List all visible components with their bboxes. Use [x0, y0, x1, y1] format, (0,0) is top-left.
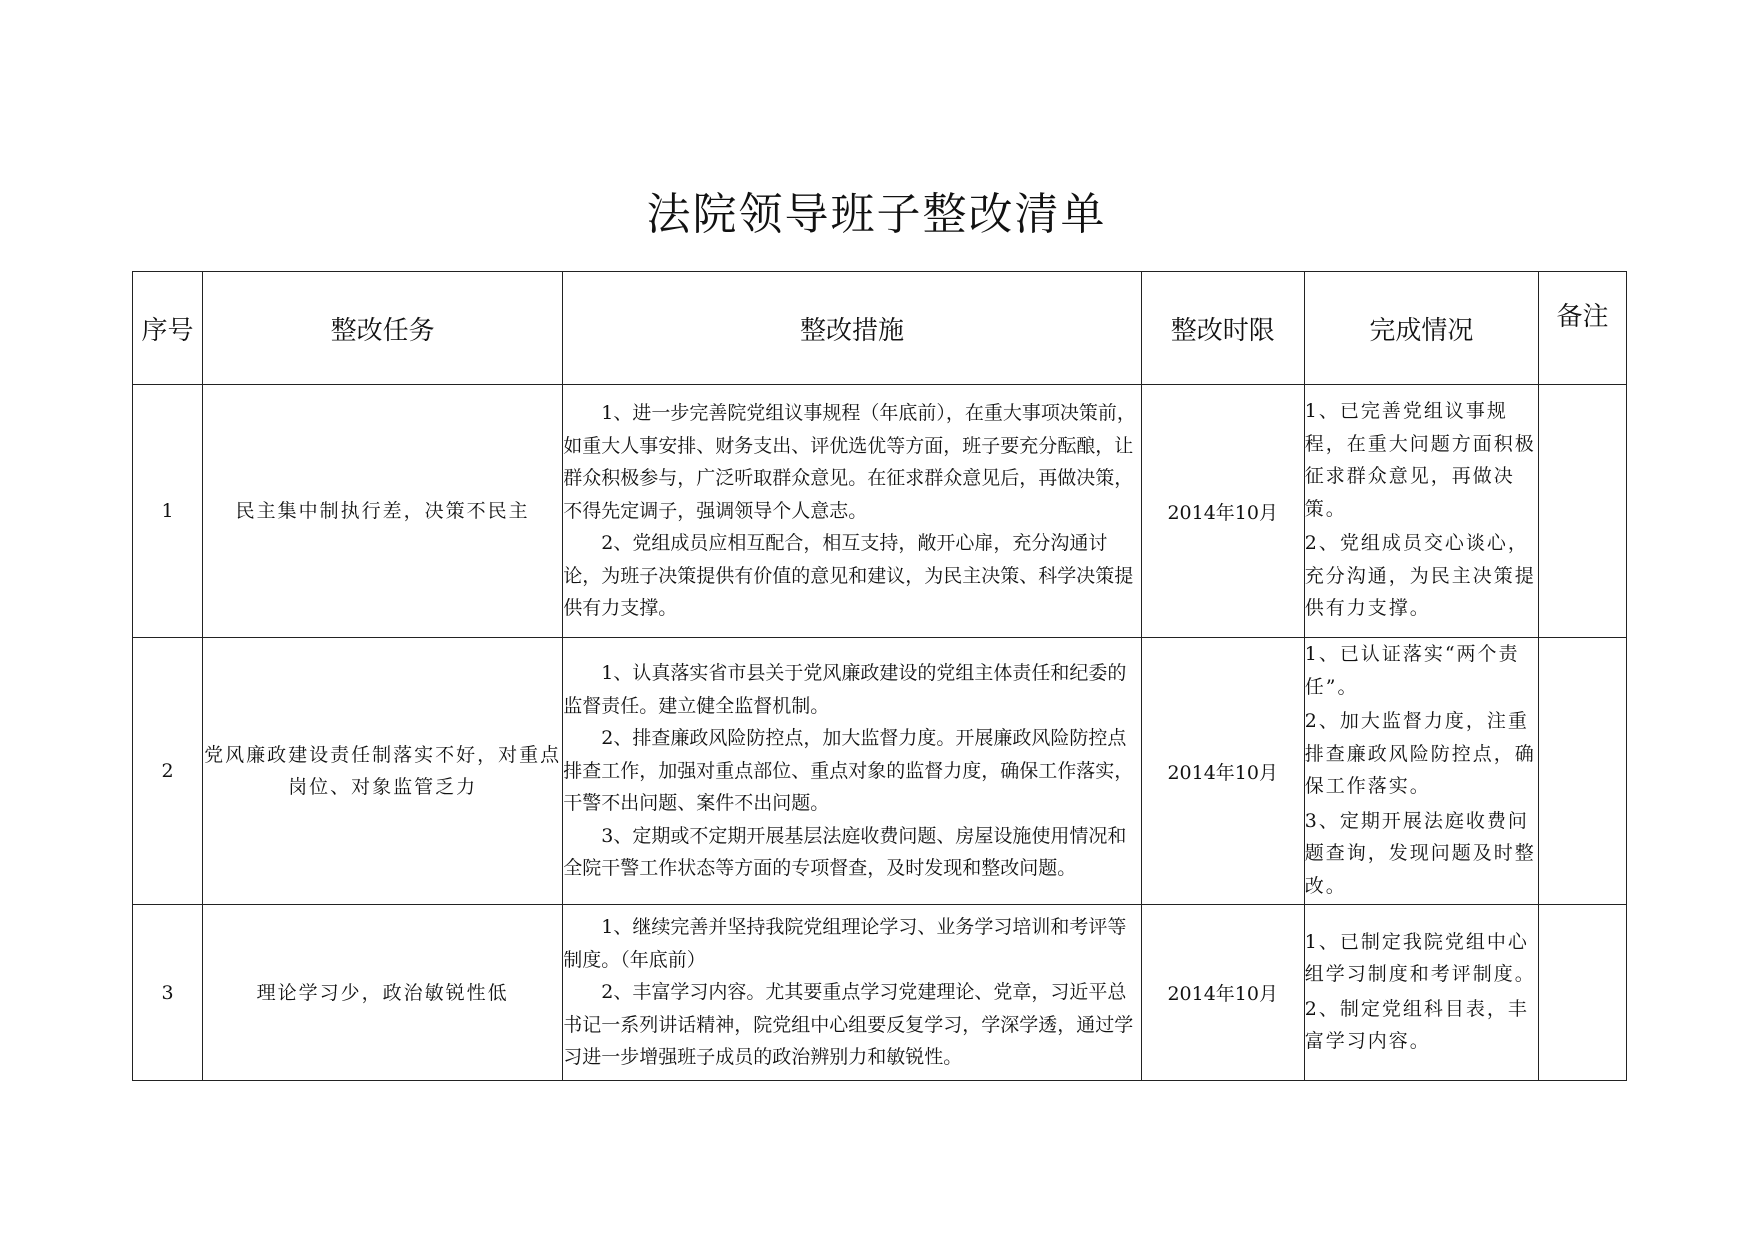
row-status	[1304, 638, 1538, 905]
status-item: 1、已制定我院党组中心组学习制度和考评制度。	[1304, 930, 1536, 985]
status-item: 2、加大监督力度，注重排查廉政风险防控点，确保工作落实。	[1304, 710, 1536, 797]
row-number: 2	[133, 638, 203, 905]
table-row	[133, 638, 1627, 905]
header-note: 备注	[1538, 272, 1626, 385]
measure-item: 3、定期或不定期开展基层法庭收费问题、房屋设施使用情况和全院干警工作状态等方面的专项督查，及时发现和整改问题。	[563, 824, 1127, 880]
row-deadline: 2014年10月	[1141, 905, 1304, 1081]
header-status: 完成情况	[1304, 272, 1538, 385]
row-deadline: 2014年10月	[1141, 638, 1304, 905]
row-deadline: 2014年10月	[1141, 385, 1304, 638]
measure-item: 1、继续完善并坚持我院党组理论学习、业务学习培训和考评等制度。（年底前）	[563, 916, 1127, 971]
row-note	[1538, 638, 1626, 905]
row-task: 民主集中制执行差，决策不民主	[203, 385, 563, 638]
measure-item: 2、排查廉政风险防控点，加大监督力度。开展廉政风险防控点排查工作，加强对重点部位、重点对象的监督力度，确保工作落实，干警不出问题、案件不出问题。	[563, 727, 1134, 815]
row-note	[1538, 385, 1626, 638]
row-status	[1304, 905, 1538, 1081]
status-item: 2、党组成员交心谈心，充分沟通，为民主决策提供有力支撑。	[1304, 532, 1536, 620]
row-status	[1304, 385, 1538, 638]
measure-item: 1、进一步完善院党组议事规程（年底前），在重大事项决策前，如重大人事安排、财务支出、评优选优等方面，班子要充分酝酿，让群众积极参与，广泛听取群众意见。在征求群众意见后，再做决策，不得先定调子，强调领导个人意志。	[563, 402, 1136, 522]
row-task: 党风廉政建设责任制落实不好，对重点岗位、对象监管乏力	[203, 638, 563, 905]
status-item: 1、已认证落实“两个责任”。	[1304, 643, 1520, 698]
table-row	[133, 385, 1627, 638]
measure-item: 2、党组成员应相互配合，相互支持，敞开心扉，充分沟通讨论，为班子决策提供有价值的意见和建议，为民主决策、科学决策提供有力支撑。	[563, 532, 1134, 620]
header-measure: 整改措施	[563, 272, 1141, 385]
row-measures	[563, 905, 1141, 1081]
table-header-row	[133, 272, 1627, 385]
row-note	[1538, 905, 1626, 1081]
row-task: 理论学习少，政治敏锐性低	[203, 905, 563, 1081]
header-task: 整改任务	[203, 272, 563, 385]
status-item: 3、定期开展法庭收费问题查询，发现问题及时整改。	[1304, 809, 1536, 897]
table-row	[133, 905, 1627, 1081]
row-number: 3	[133, 905, 203, 1081]
status-item: 1、已完善党组议事规程，在重大问题方面积极征求群众意见，再做决策。	[1304, 400, 1536, 520]
measure-item: 1、认真落实省市县关于党风廉政建设的党组主体责任和纪委的监督责任。建立健全监督机制。	[563, 662, 1127, 717]
row-number: 1	[133, 385, 203, 638]
page-title: 法院领导班子整改清单	[646, 189, 1107, 240]
status-item: 2、制定党组科目表，丰富学习内容。	[1304, 997, 1529, 1052]
header-deadline: 整改时限	[1141, 272, 1304, 385]
row-measures	[563, 385, 1141, 638]
header-no: 序号	[133, 272, 203, 385]
row-measures	[563, 638, 1141, 905]
measure-item: 2、丰富学习内容。尤其要重点学习党建理论、党章，习近平总书记一系列讲话精神，院党组中心组要反复学习，学深学透，通过学习进一步增强班子成员的政治辨别力和敏锐性。	[563, 981, 1134, 1069]
rectification-table	[132, 271, 1627, 1081]
